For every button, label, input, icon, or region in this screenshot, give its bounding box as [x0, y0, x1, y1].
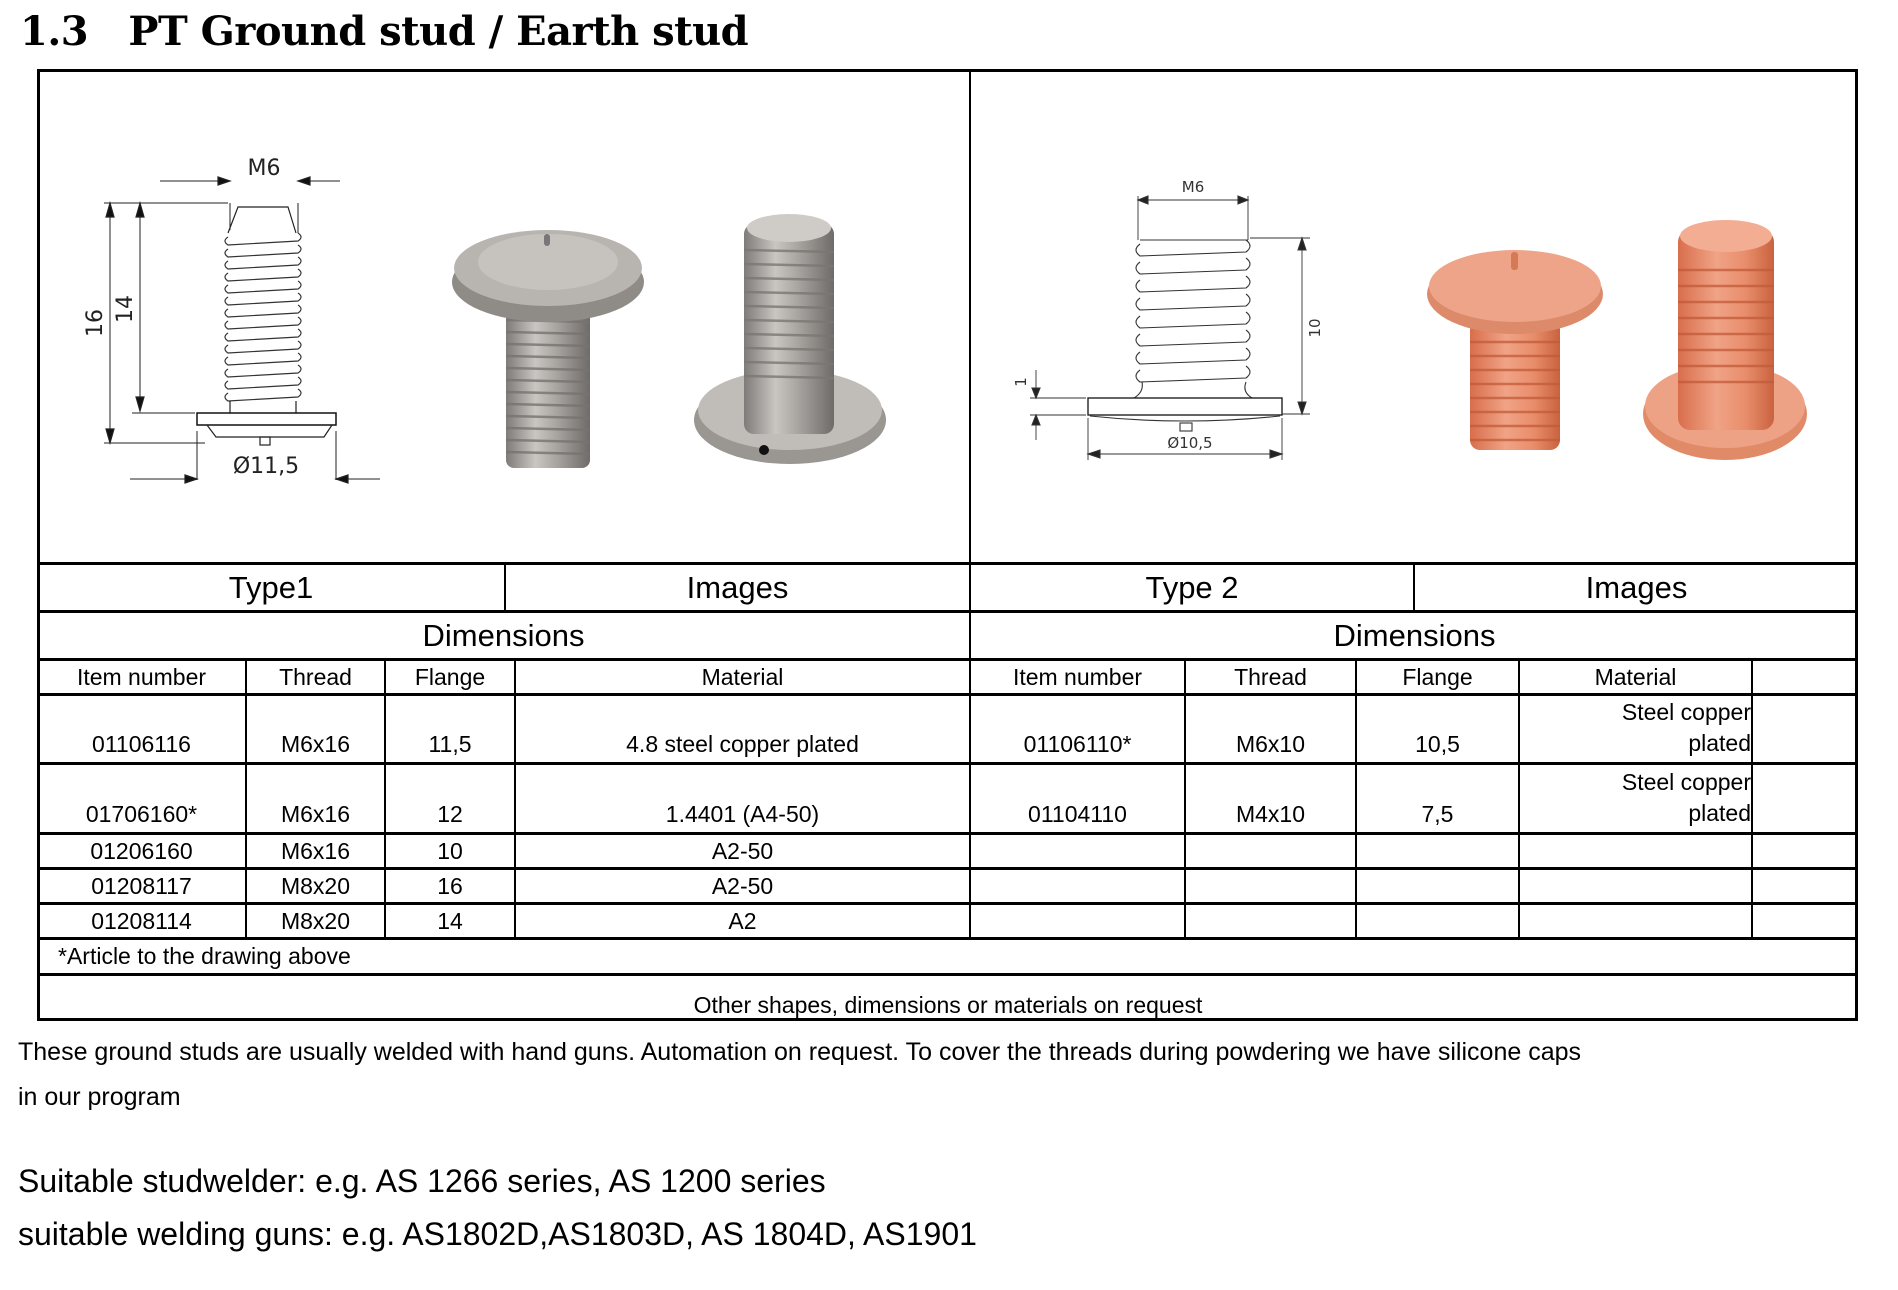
- cell-flange: 12: [437, 801, 463, 827]
- cell-thread: M6x16: [280, 837, 351, 864]
- cell-thread: M6x16: [280, 731, 351, 757]
- type2-label: Type 2: [1145, 570, 1239, 605]
- dim-thread-label: M6: [247, 156, 281, 181]
- cell-item-number: 01206160: [90, 837, 193, 864]
- cell-flange: 7,5: [1421, 801, 1454, 827]
- suitable-studwelder: Suitable studwelder: e.g. AS 1266 series, AS 1200 series: [18, 1163, 826, 1199]
- cell-material: 1.4401 (A4-50): [665, 801, 820, 827]
- cell-item-number: 01106116: [92, 731, 191, 757]
- column-header-material: Material: [701, 663, 784, 690]
- description-line-1: These ground studs are usually welded with hand guns. Automation on request. To cover the threads during powdering we have silicone caps: [18, 1038, 1582, 1066]
- cell-material: A2-50: [711, 872, 774, 899]
- section-number: 1.3: [20, 8, 89, 55]
- cell-flange: 16: [437, 872, 463, 899]
- material-line: plated: [1688, 730, 1751, 756]
- footnote: *Article to the drawing above: [58, 943, 351, 969]
- column-header-thread: Thread: [279, 663, 352, 690]
- cell-thread: M6x16: [280, 801, 351, 827]
- description-line-2: in our program: [18, 1083, 181, 1111]
- cell-material: 4.8 steel copper plated: [626, 731, 859, 757]
- dim-flange-thickness: 1: [1012, 377, 1030, 387]
- section-title: PT Ground stud / Earth stud: [128, 8, 749, 55]
- type2-stud-photo-head-down: [1640, 210, 1810, 470]
- cell-flange: 10: [437, 837, 463, 864]
- type2-images-label: Images: [1585, 570, 1688, 605]
- dim-length: 10: [1306, 318, 1324, 338]
- material-line: plated: [1688, 799, 1751, 826]
- section-heading: [20, 8, 748, 55]
- cell-thread: M6x10: [1235, 731, 1306, 757]
- dim-thread-label: M6: [1181, 178, 1205, 196]
- cell-item-number: 01208117: [91, 872, 192, 899]
- type2-stud-photo-head-up: [1420, 230, 1610, 460]
- cell-material: [1520, 696, 1751, 762]
- column-header-material: Material: [1594, 663, 1677, 690]
- type1-label: Type1: [228, 570, 314, 605]
- cell-thread: M8x20: [280, 907, 351, 934]
- cell-flange: 11,5: [428, 731, 472, 757]
- column-header-item-number: Item number: [76, 663, 207, 690]
- column-header-flange: Flange: [1402, 663, 1473, 690]
- material-line: Steel copper: [1621, 699, 1751, 725]
- cell-thread: M8x20: [280, 872, 351, 899]
- type1-stud-photo-head-up: [448, 210, 648, 480]
- column-header-flange: Flange: [414, 663, 486, 690]
- column-header-thread: Thread: [1234, 663, 1307, 690]
- column-header-item-number: Item number: [1012, 663, 1143, 690]
- cell-item-number: 01706160*: [85, 801, 198, 827]
- cell-flange: 10,5: [1415, 731, 1460, 757]
- dim-thread-length: 14: [113, 295, 138, 323]
- cell-item-number: 01208114: [91, 907, 192, 934]
- type2-technical-drawing: [1010, 180, 1340, 480]
- type1-dimensions-label: Dimensions: [422, 618, 585, 653]
- table-divider: [1751, 658, 1753, 937]
- dim-total-length: 16: [83, 309, 108, 337]
- suitable-welding-guns: suitable welding guns: e.g. AS1802D,AS1803D, AS 1804D, AS1901: [18, 1216, 977, 1252]
- type1-technical-drawing: [83, 156, 390, 505]
- cell-item-number: 01106110*: [1023, 731, 1132, 757]
- dim-flange-diameter: Ø11,5: [232, 454, 300, 479]
- request-note: Other shapes, dimensions or materials on request: [693, 991, 1203, 1018]
- cell-material: [1520, 765, 1751, 832]
- dim-flange-diameter: Ø10,5: [1167, 434, 1213, 452]
- type1-images-label: Images: [686, 570, 789, 605]
- table-divider: [37, 973, 1858, 976]
- cell-item-number: 01104110: [1028, 801, 1127, 827]
- cell-material: A2-50: [711, 837, 774, 864]
- material-line: Steel copper: [1621, 768, 1751, 795]
- type2-dimensions-label: Dimensions: [1333, 618, 1496, 653]
- type1-stud-photo-head-down: [690, 200, 890, 480]
- cell-thread: M4x10: [1235, 801, 1306, 827]
- cell-material: A2: [728, 907, 757, 934]
- cell-flange: 14: [437, 907, 463, 934]
